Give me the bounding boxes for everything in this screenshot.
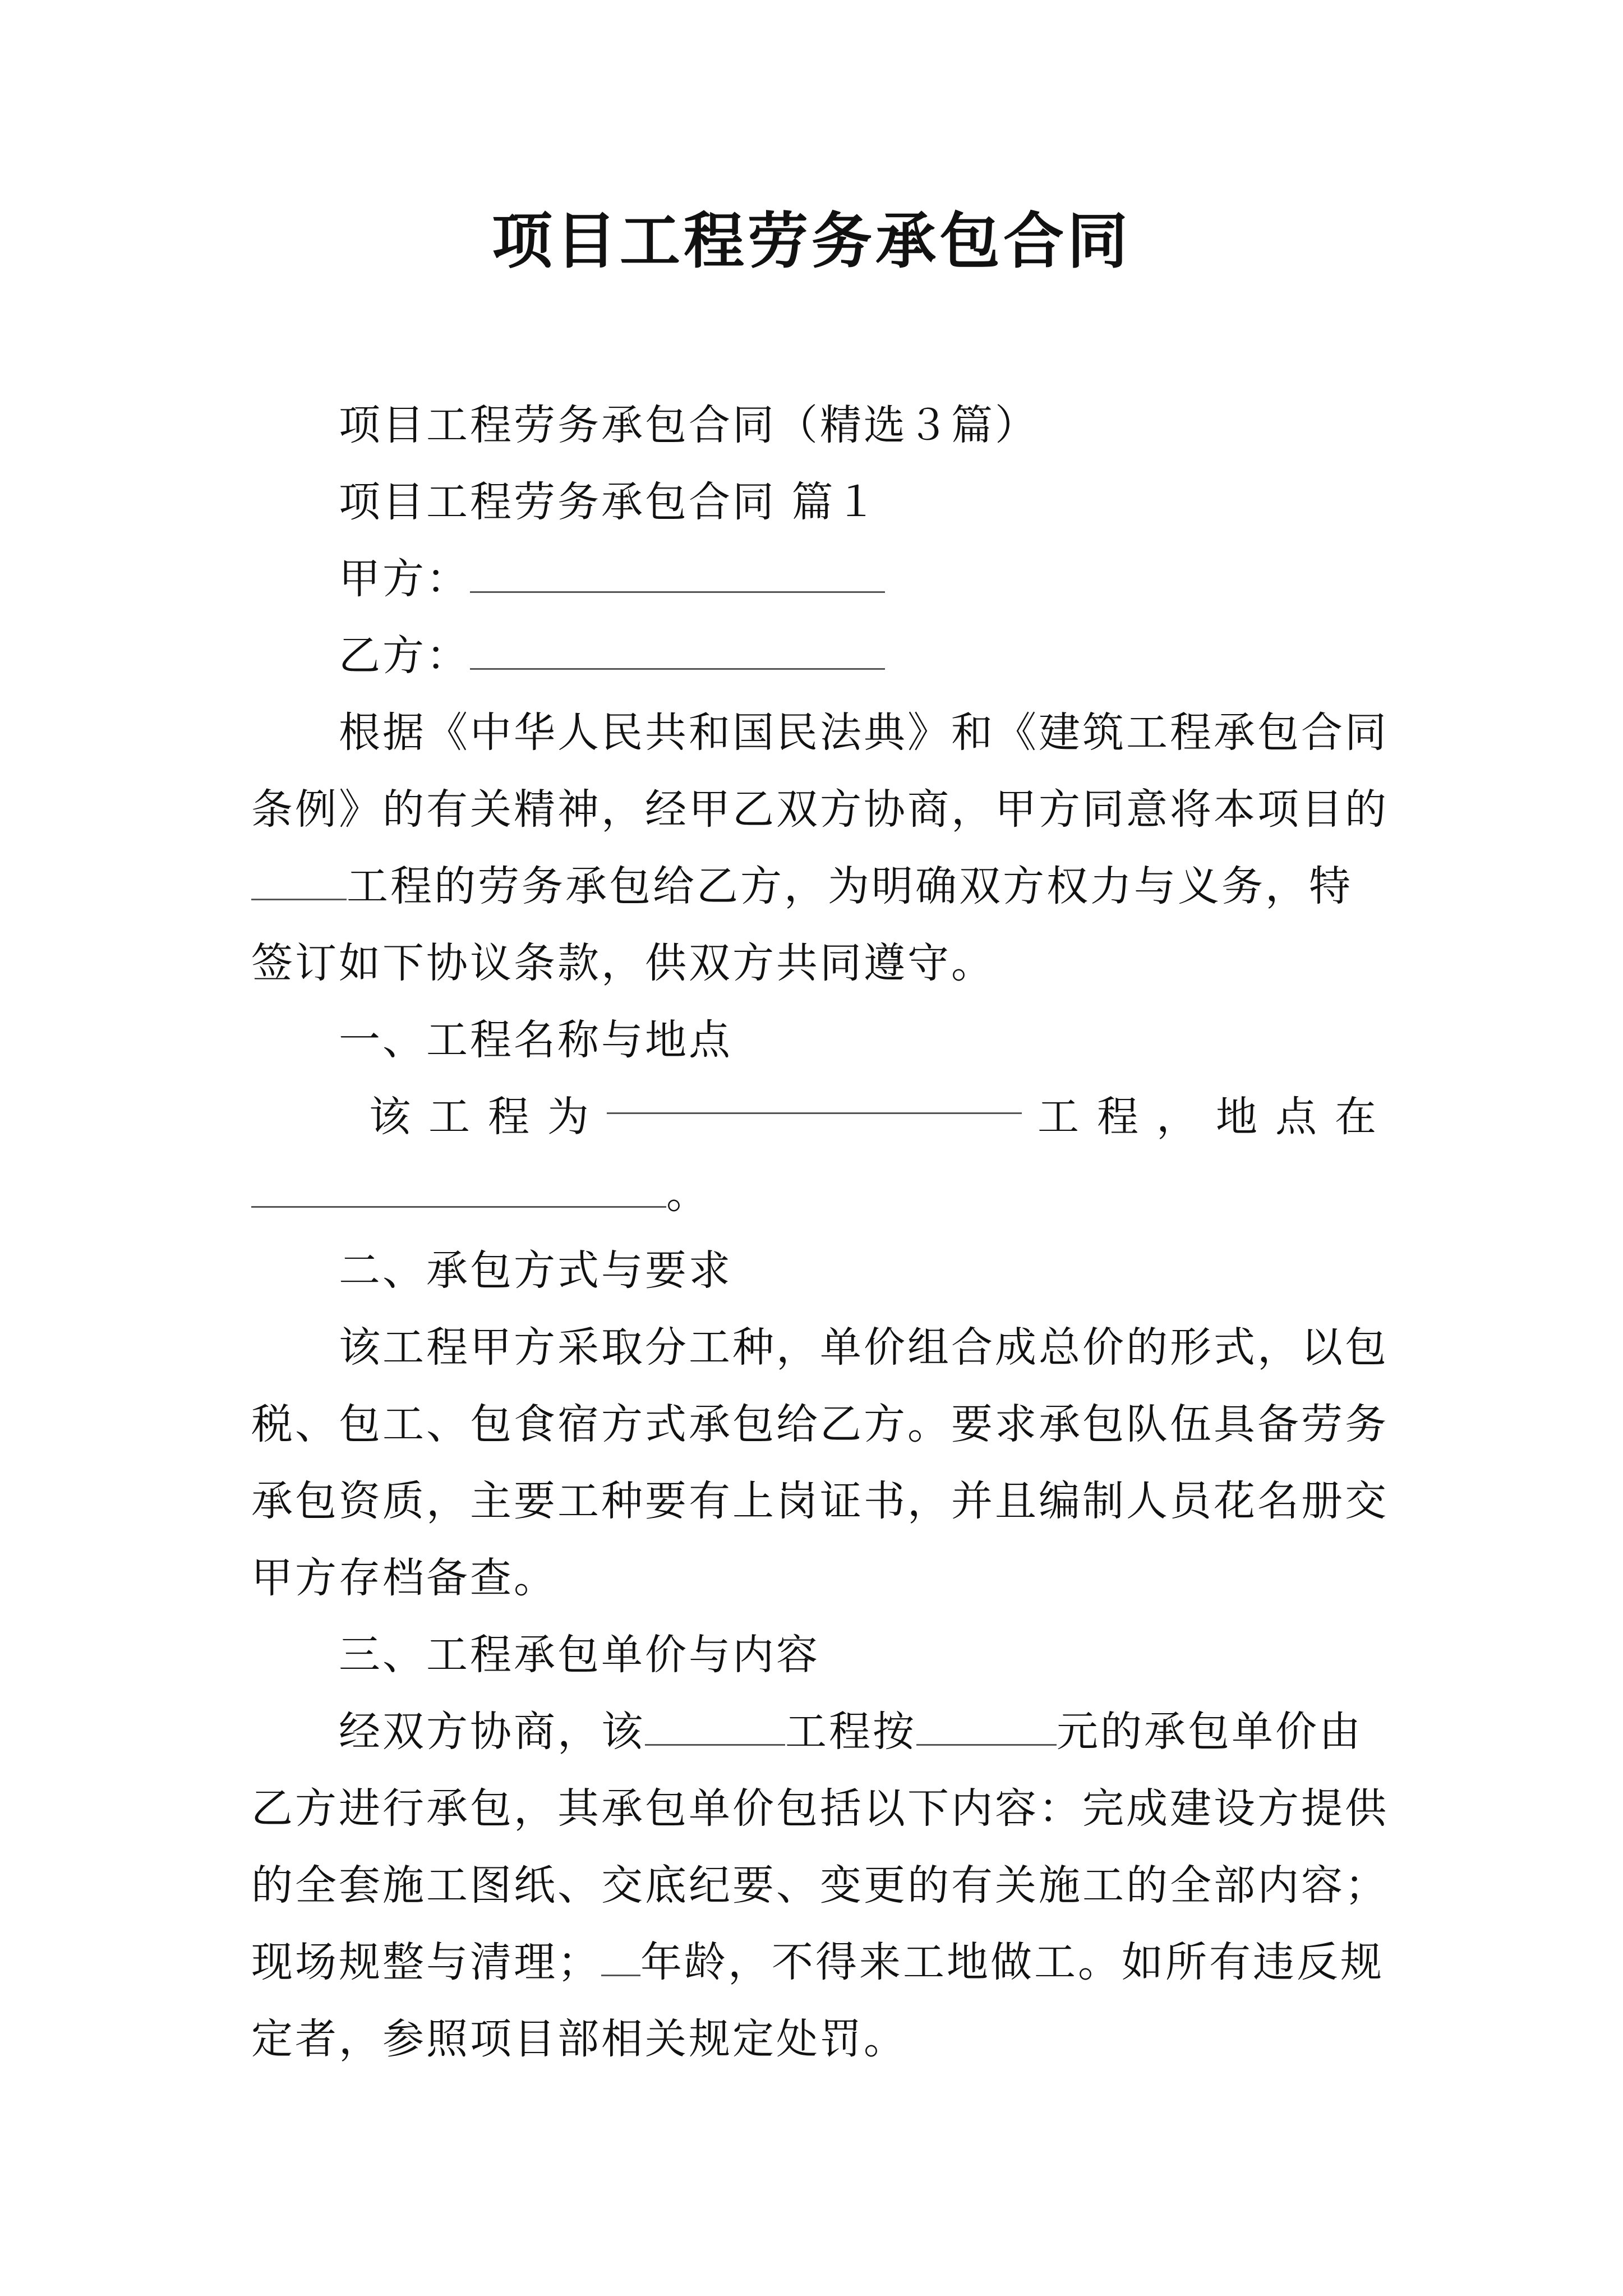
para3-line2: 税、包工、包食宿方式承包给乙方。要求承包队伍具备劳务 <box>251 1400 1389 1448</box>
para2-char: 地 <box>1216 1093 1260 1141</box>
para2-char: 工 <box>428 1093 472 1141</box>
para2-end: 。 <box>666 1170 710 1218</box>
heading-project-name-location: 一、工程名称与地点 <box>339 1016 732 1064</box>
party-b-blank <box>470 634 885 670</box>
para4-line1 <box>251 1694 1378 1770</box>
para2-char: 程 <box>1097 1093 1141 1141</box>
document-title: 项目工程劳务承包合同 <box>491 206 1131 277</box>
age-blank <box>601 1941 640 1976</box>
para3-line4: 甲方存档备查。 <box>251 1554 557 1602</box>
para1-line3-text: 工程的劳务承包给乙方，为明确双方权力与义务，特 <box>347 862 1353 910</box>
para1-line3 <box>251 848 1378 925</box>
para2-line2 <box>251 1156 1378 1232</box>
para4-line1-c: 元的承包单价由 <box>1057 1708 1363 1756</box>
subtitle: 项目工程劳务承包合同（精选３篇） <box>339 401 1039 449</box>
para4-line4-a: 现场规整与清理； <box>251 1938 601 1986</box>
para2-char: 该 <box>369 1093 413 1141</box>
para4-line3: 的全套施工图纸、交底纪要、变更的有关施工的全部内容； <box>251 1861 1389 1910</box>
work-blank <box>645 1710 785 1746</box>
section-header: 项目工程劳务承包合同 篇１ <box>339 478 879 526</box>
para1-line4: 签订如下协议条款，供双方共同遵守。 <box>251 939 995 987</box>
para4-line1-a: 经双方协商，该 <box>339 1708 645 1756</box>
para2-char: 程 <box>488 1093 532 1141</box>
document-body <box>251 387 1389 2078</box>
heading-contract-method: 二、承包方式与要求 <box>339 1246 732 1295</box>
party-b-label: 乙方： <box>339 632 470 680</box>
project-blank <box>607 1079 1022 1114</box>
heading-unit-price: 三、工程承包单价与内容 <box>339 1631 820 1679</box>
para1-line2: 条例》的有关精神，经甲乙双方协商，甲方同意将本项目的 <box>251 785 1389 834</box>
para4-line4-b: 年龄，不得来工地做工。如所有违反规 <box>640 1938 1384 1986</box>
para4-line5: 定者，参照项目部相关规定处罚。 <box>251 2015 907 2063</box>
para2-char: 为 <box>547 1093 591 1141</box>
para4-line2: 乙方进行承包，其承包单价包括以下内容：完成建设方提供 <box>251 1784 1389 1833</box>
para4-line1-b: 工程按 <box>785 1708 916 1756</box>
para2-char: 工 <box>1038 1093 1081 1141</box>
para2-char: 点 <box>1275 1093 1319 1141</box>
para2-char: ， <box>1156 1093 1200 1141</box>
party-b-line <box>251 618 1378 694</box>
party-a-label: 甲方： <box>339 555 470 603</box>
para2-char: 在 <box>1335 1093 1378 1141</box>
para1-line1: 根据《中华人民共和国民法典》和《建筑工程承包合同 <box>339 708 1389 757</box>
para2-line1 <box>251 1079 1378 1156</box>
para3-line1: 该工程甲方采取分工种，单价组合成总价的形式，以包 <box>339 1323 1389 1372</box>
para4-line4 <box>251 1924 1384 2001</box>
party-a-line <box>251 541 1378 618</box>
project-name-blank <box>251 865 347 900</box>
price-blank <box>916 1710 1057 1746</box>
para3-line3: 承包资质，主要工种要有上岗证书，并且编制人员花名册交 <box>251 1477 1389 1525</box>
location-blank <box>251 1172 666 1208</box>
party-a-blank <box>470 558 885 593</box>
